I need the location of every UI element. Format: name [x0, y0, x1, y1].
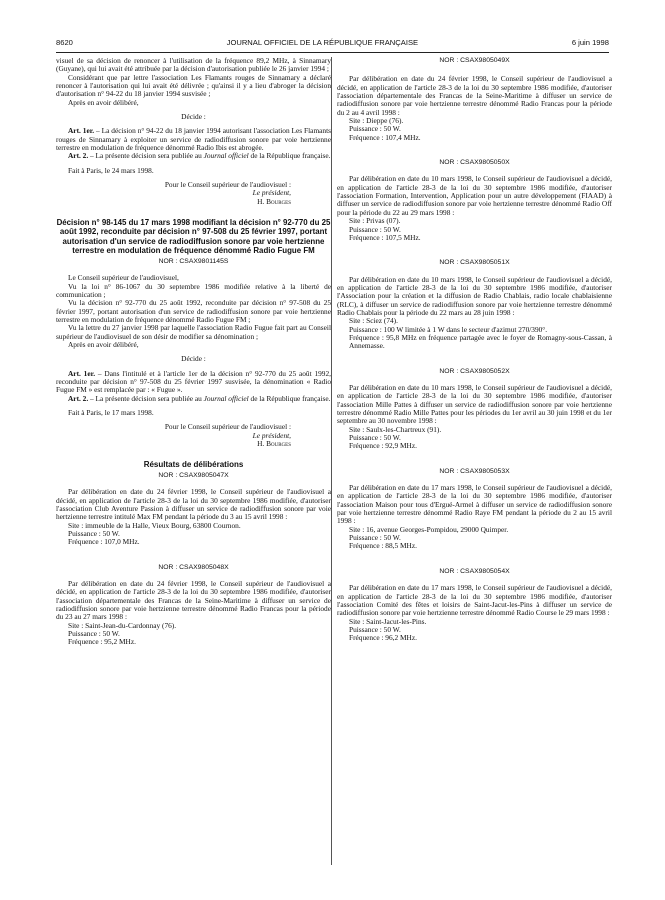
power-line: Puissance : 50 W. — [349, 224, 401, 234]
nor-reference: NOR : CSAX9805050X — [439, 159, 510, 167]
nor-reference: NOR : CSAX9805049X — [439, 57, 510, 64]
paragraph: Par délibération en date du 17 mars 1998, le Conseil supérieur de l'audiovisuel a décidé, en application de l'article 28-3 de la loi du 30 septembre 1986 modifiée, d'autoriser l'association Comité des fêtes et loisirs de Saint-Jacut-les-Pins à diffuser un service de radiodiffusion sonore par voie hertzienne terrestre dénommé Radio Course le 29 mars 1998 : — [337, 583, 612, 618]
site-line: Site : Dieppe (76). — [349, 116, 404, 126]
paragraph: Par délibération en date du 17 mars 1998, le Conseil supérieur de l'audiovisuel a décidé, en application de l'article 28-3 de la loi du 30 septembre 1986 modifiée, d'autoriser l'association Maison pour tous d'Ergué-Armel à diffuser un service de radiodiffusion sonore par voie hertzienne terrestre dénommé Radio Raye FM pendant la période du 2 au 15 avril 1998 : — [337, 483, 612, 526]
nor-reference: NOR : CSAX9805051X — [439, 259, 510, 267]
article-1: Art. 1er. – Dans l'intitulé et à l'article 1er de la décision n° 92-770 du 25 août 1992, reconduite par décision n° 97-508 du 25 février 1997 susvisée, la dénomination « Radio Fugue FM » est remplacée par : « Fugue ». — [56, 368, 331, 395]
paragraph: Par délibération en date du 24 février 1998, le Conseil supérieur de l'audiovisuel a décidé, en application de l'article 28-3 de la loi du 30 septembre 1986 modifiée, d'autoriser l'association départementale des Francas de la Seine-Maritime à diffuser un service de radiodiffusion sonore par voie hertzienne terrestre dénommé Radio Francas pour la période du 2 au 4 avril 1998 : — [337, 74, 612, 117]
article-2: Art. 2. – La présente décision sera publiée au Journal officiel de la République française. — [68, 151, 331, 161]
site-line: Site : Privas (07). — [349, 216, 401, 226]
article-2: Art. 2. – La présente décision sera publiée au Journal officiel de la République française. — [68, 393, 331, 403]
decide-heading: Décide : — [181, 112, 206, 122]
paragraph: Après en avoir délibéré, — [68, 97, 139, 107]
nor-reference: NOR : CSAX9805052X — [439, 367, 510, 375]
paragraph: Vu la décision n° 92-770 du 25 août 1992, reconduite par décision n° 97-508 du 25 février 1997, portant autorisation d'un service de radiodiffusion sonore par voie hertzienne terrestre en modulation de fréquence dénommé Radio Fugue FM ; — [56, 298, 331, 325]
site-line: Site : Saint-Jean-du-Cardonnay (76). — [68, 620, 177, 630]
decide-heading: Décide : — [181, 354, 206, 364]
right-column — [337, 57, 612, 643]
page-header — [56, 38, 609, 52]
power-line: Puissance : 50 W. — [349, 533, 401, 543]
signature-name: H. Bourges — [257, 439, 291, 449]
frequency-line: Fréquence : 95,2 MHz. — [68, 637, 136, 647]
paragraph: Par délibération en date du 10 mars 1998, le Conseil supérieur de l'audiovisuel a décidé, en application de l'article 28-3 de la loi du 30 septembre 1986 modifiée, d'autoriser l'association Mille Pattes à diffuser un service de radiodiffusion sonore par voie hertzienne terrestre dénommé Radio Mille Pattes pour les périodes du 1er avril au 30 juin 1998 et du 1er septembre au 30 novembre 1998 : — [337, 382, 612, 426]
page-number: 8620 — [56, 38, 73, 47]
power-line: Puissance : 50 W. — [349, 433, 401, 443]
paragraph: Vu la loi n° 86-1067 du 30 septembre 1986 modifiée relative à la liberté de communication ; — [56, 281, 331, 299]
paragraph: visuel de sa décision de renoncer à l'utilisation de la fréquence 89,2 MHz, à Sinnamary (Guyane), qui lui avait été attribuée par la décision d'autorisation publiée le 26 janvier 1994 ; — [56, 56, 331, 74]
power-line: Puissance : 50 W. — [349, 124, 401, 134]
paragraph: Vu la lettre du 27 janvier 1998 par laquelle l'association Radio Fugue fait part au Conseil supérieur de l'audiovisuel de son désir de modifier sa dénomination ; — [56, 323, 331, 341]
signature-title: Le président, — [252, 188, 291, 198]
paragraph: Par délibération en date du 10 mars 1998, le Conseil supérieur de l'audiovisuel a décidé, en application de l'article 28-3 de la loi du 30 septembre 1986 modifiée, d'autoriser l'Association pour la création et la diffusion de Radio Chablais, radio locale chablaisienne (RLC), à diffuser un service de radiodiffusion sonore par voie hertzienne terrestre dénommé Radio Chablais pour la période du 22 mars au 28 juin 1998 : — [337, 274, 612, 317]
article-1: Art. 1er. – La décision n° 94-22 du 18 janvier 1994 autorisant l'association Les Flamants rouges de Sinnamary à exploiter un service de radiodiffusion sonore par voie hertzienne terrestre en modulation de fréquence dénommé Radio Ibis est abrogée. — [56, 126, 331, 153]
site-line: Site : Saint-Jacut-les-Pins. — [349, 616, 427, 626]
power-line: Puissance : 100 W limitée à 1 W dans le secteur d'azimut 270/390°. — [349, 324, 548, 334]
signature-title: Le président, — [252, 430, 291, 440]
signature-line: Pour le Conseil supérieur de l'audiovisuel : — [164, 180, 291, 190]
frequency-line: Fréquence : 96,2 MHz. — [349, 633, 417, 643]
signature-name: H. Bourges — [257, 196, 291, 206]
results-heading: Résultats de délibérations — [143, 459, 244, 469]
nor-reference: NOR : CSAX9805048X — [158, 563, 229, 571]
article-label: Art. 2. — [68, 393, 89, 403]
paragraph: Par délibération en date du 10 mars 1998, le Conseil supérieur de l'audiovisuel a décidé, en application de l'article 28-3 de la loi du 30 septembre 1986 modifiée, d'autoriser l'association Formation, Intervention, Application pour un autre développement (FIAAD) à diffuser un service de radiodiffusion sonore par voie hertzienne terrestre dénommé Radio Off pour la période du 22 au 29 mars 1998 : — [337, 174, 612, 217]
nor-reference: NOR : CSAX9805054X — [439, 567, 510, 575]
paragraph: Par délibération en date du 24 février 1998, le Conseil supérieur de l'audiovisuel a décidé, en application de l'article 28-3 de la loi du 30 septembre 1986 modifiée, d'autoriser l'association Club Aventure Passion à diffuser un service de radiodiffusion sonore par voie hertzienne terrestre intitulé Max FM pendant la période du 3 au 15 avril 1998 : — [56, 487, 331, 522]
journal-title: JOURNAL OFFICIEL DE LA RÉPUBLIQUE FRANÇAISE — [226, 38, 419, 47]
site-line: Site : Saulx-les-Chartreux (91). — [349, 424, 442, 434]
header-rule — [56, 52, 609, 53]
signature-date: Fait à Paris, le 17 mars 1998. — [68, 408, 154, 418]
paragraph: Le Conseil supérieur de l'audiovisuel, — [68, 273, 179, 283]
frequency-line: Fréquence : 107,0 MHz. — [68, 537, 140, 547]
site-line: Site : Sciez (74). — [349, 316, 398, 326]
power-line: Puissance : 50 W. — [68, 629, 120, 638]
frequency-line: Fréquence : 107,4 MHz. — [349, 132, 421, 142]
article-label: Art. 1er. — [68, 368, 96, 378]
column-separator — [331, 57, 332, 865]
frequency-line: Fréquence : 95,8 MHz en fréquence partagée avec le foyer de Romagny-sous-Cassan, à Annemasse. — [349, 332, 612, 351]
site-line: Site : immeuble de la Halle, Vieux Bourg, 63800 Cournon. — [68, 520, 241, 530]
nor-reference: NOR : CSAX9805047X — [158, 471, 229, 479]
power-line: Puissance : 50 W. — [68, 528, 120, 538]
power-line: Puissance : 50 W. — [349, 624, 401, 634]
nor-reference: NOR : CSAX9805053X — [439, 467, 510, 475]
frequency-line: Fréquence : 92,9 MHz. — [349, 441, 417, 451]
signature-line: Pour le Conseil supérieur de l'audiovisuel : — [164, 422, 291, 432]
nor-reference: NOR : CSAX9801145S — [158, 257, 229, 265]
signature-date: Fait à Paris, le 24 mars 1998. — [68, 165, 154, 175]
left-column — [56, 57, 331, 647]
issue-date: 6 juin 1998 — [571, 38, 609, 47]
article-label: Art. 2. — [68, 151, 89, 161]
article-label: Art. 1er. — [68, 126, 95, 136]
paragraph: Considérant que par lettre l'association Les Flamants rouges de Sinnamary a déclaré renoncer à l'autorisation qui lui avait été délivrée ; qu'ainsi il y a lieu d'abroger la décision d'autorisation n° 94-22 du 18 janvier 1994 susvisée ; — [56, 72, 331, 99]
paragraph: Après en avoir délibéré, — [68, 340, 139, 350]
paragraph: Par délibération en date du 24 février 1998, le Conseil supérieur de l'audiovisuel a décidé, en application de l'article 28-3 de la loi du 30 septembre 1986 modifiée, d'autoriser l'association départementale des Francas de la Seine-Maritime à diffuser un service de radiodiffusion sonore par voie hertzienne terrestre dénommé Radio Francas pour la période du 23 au 27 mars 1998 : — [56, 578, 331, 622]
frequency-line: Fréquence : 107,5 MHz. — [349, 232, 421, 242]
decision-title: Décision n° 98-145 du 17 mars 1998 modifiant la décision n° 92-770 du 25 août 1992, reconduite par décision n° 97-508 du 25 février 1997, portant autorisation d'un service de radiodiffusion sonore par voie hertzienne terrestre en modulation de fréquence dénommé Radio Fugue FM — [56, 218, 331, 255]
site-line: Site : 16, avenue Georges-Pompidou, 29000 Quimper. — [349, 524, 509, 534]
frequency-line: Fréquence : 88,5 MHz. — [349, 541, 417, 551]
